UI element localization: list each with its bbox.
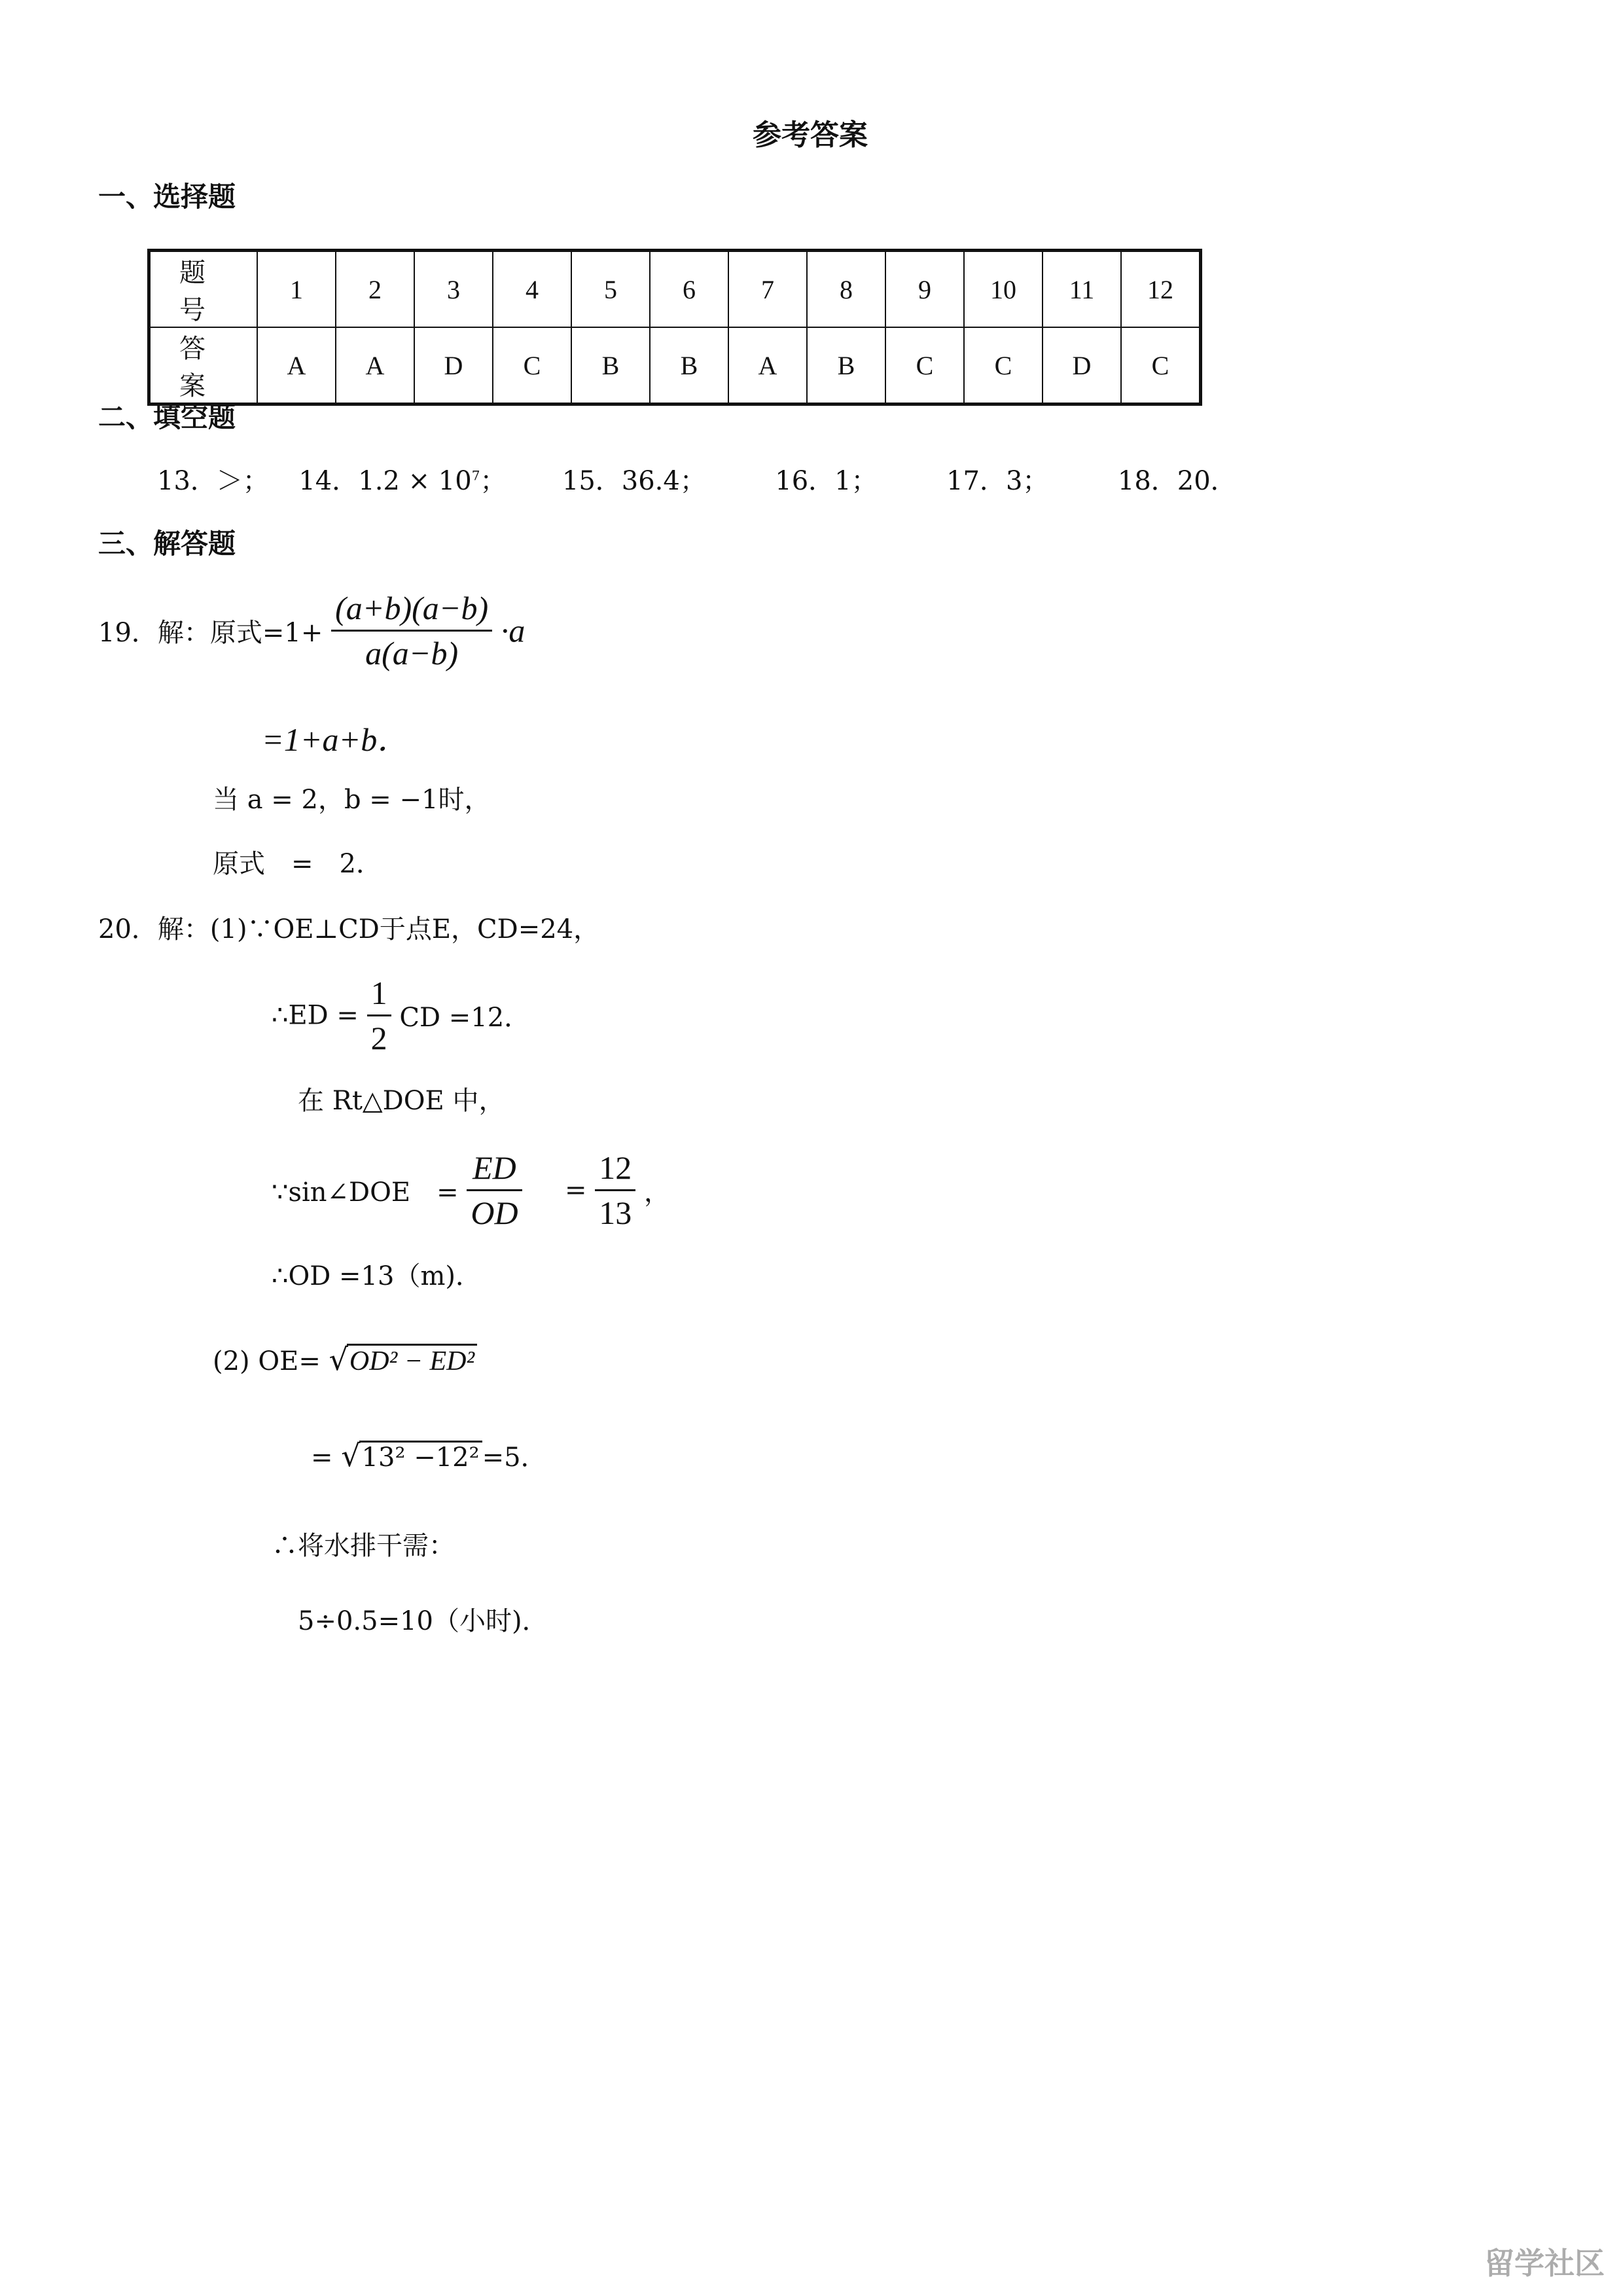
q20-line3: 在 Rt△DOE 中， (298, 1086, 505, 1116)
section-fill-heading: 二、填空题 (98, 401, 236, 433)
q19-step2: =1+a+b． (262, 721, 410, 758)
answer-table (147, 249, 1202, 406)
q20-line2: ∴ED = $\frac{1}{2}$ CD =12． (272, 975, 531, 1056)
sine-fraction: $\frac{ED}{OD}$ (467, 1149, 522, 1232)
q20-line4: ∵sin∠DOE = $\frac{ED}{OD}$ = $\frac{12}{13}$ ， (272, 1149, 670, 1231)
table-header-answer: 答 案 (149, 327, 258, 404)
table-cell-answer: C (964, 327, 1043, 404)
table-cell-number: 12 (1121, 251, 1201, 328)
table-cell-number: 1 (257, 251, 336, 328)
q20-line5: ∴OD =13（m)． (272, 1261, 482, 1291)
sqrt-icon: √ (329, 1342, 348, 1377)
site-watermark-logo: 留学社区 (1484, 2246, 1605, 2281)
sqrt-icon: √ (341, 1438, 361, 1473)
table-cell-number: 2 (336, 251, 414, 328)
table-cell-number: 11 (1043, 251, 1121, 328)
table-cell-number: 4 (493, 251, 571, 328)
q20-line1: 20．解：(1)∵OE⊥CD于点E，CD=24， (98, 914, 600, 944)
q20-conclusion: ∴将水排干需： (272, 1531, 455, 1561)
table-cell-answer: B (807, 327, 885, 404)
table-cell-number: 3 (414, 251, 493, 328)
table-cell-answer: C (885, 327, 964, 404)
table-cell-answer: B (571, 327, 650, 404)
page-title: 参考答案 (753, 118, 868, 152)
fill-in-answers (157, 460, 1237, 497)
table-cell-number: 7 (728, 251, 807, 328)
answer-18: 18．20． (1117, 466, 1237, 496)
table-cell-answer: C (493, 327, 571, 404)
q19-line1: 19．解：原式=1+ $\frac{(a+b)(a-b)}{a(a-b)}$ ·a (98, 590, 526, 672)
answer-15: 15．36.4； (562, 466, 706, 496)
q20-part2b: = √13² −12² =5． (311, 1438, 547, 1473)
half-fraction: $\frac{1}{2}$ (367, 974, 391, 1057)
table-cell-answer: A (336, 327, 414, 404)
answer-14: 14．$1.2 \times 10^7$； (298, 466, 507, 496)
q20-final: 5÷0.5=10（小时)． (298, 1606, 548, 1636)
table-cell-number: 10 (964, 251, 1043, 328)
table-cell-answer: D (414, 327, 493, 404)
section-choice-heading: 一、选择题 (98, 181, 236, 213)
table-cell-answer: C (1121, 327, 1201, 404)
table-cell-answer: A (728, 327, 807, 404)
table-row-answers (149, 327, 1201, 404)
q19-result: 原式 = 2． (213, 849, 382, 879)
table-cell-answer: A (257, 327, 336, 404)
table-cell-number: 8 (807, 251, 885, 328)
table-cell-number: 9 (885, 251, 964, 328)
q20-part2: (2) OE= √OD² − ED² (213, 1342, 477, 1377)
table-row-numbers (149, 251, 1201, 328)
table-cell-number: 5 (571, 251, 650, 328)
ratio-fraction: $\frac{12}{13}$ (595, 1149, 635, 1232)
table-cell-number: 6 (650, 251, 728, 328)
table-cell-answer: D (1043, 327, 1121, 404)
section-solution-heading: 三、解答题 (98, 528, 236, 560)
q19-when: 当 a = 2，b = −1时， (213, 785, 491, 815)
table-header-number: 题 号 (149, 251, 258, 328)
answer-17: 17．3； (946, 466, 1049, 496)
answer-16: 16．1； (775, 466, 878, 496)
answer-13: 13．＞； (157, 466, 269, 496)
table-cell-answer: B (650, 327, 728, 404)
q19-fraction: $\frac{(a+b)(a-b)}{a(a-b)}$ (331, 589, 492, 672)
